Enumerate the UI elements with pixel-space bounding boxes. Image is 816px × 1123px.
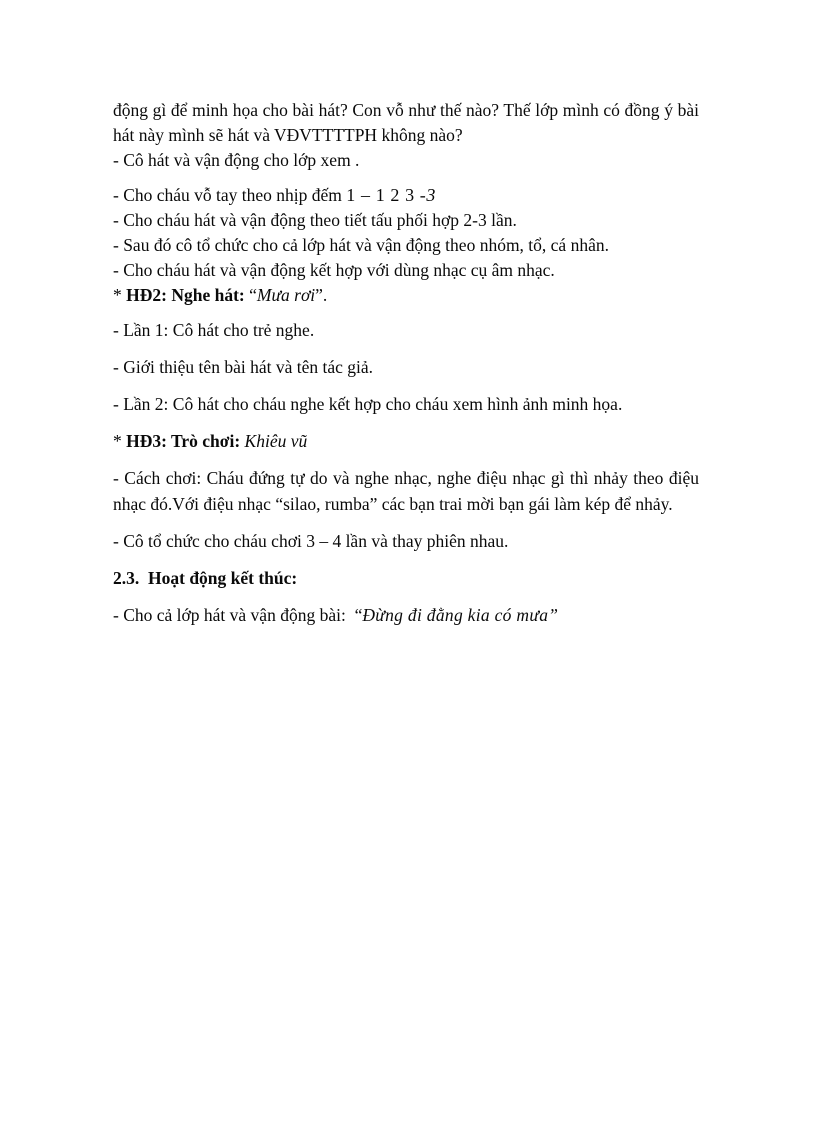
closing-song-title: Đừng đi đằng kia có mưa	[362, 605, 549, 625]
heading-hd2-nghe-hat	[113, 283, 699, 308]
document-body	[113, 98, 699, 628]
line-nhom-to-ca-nhan: - Sau đó cô tổ chức cho cả lớp hát và vận động theo nhóm, tổ, cá nhân.	[113, 235, 609, 255]
spacer	[113, 343, 699, 354]
line-nhac-cu-am-nhac: - Cho cháu hát và vận động kết hợp với dùng nhạc cụ âm nhạc.	[113, 260, 555, 280]
line-vo-tay-text: - Cho cháu vỗ tay theo nhịp đếm	[113, 185, 342, 205]
spacer	[113, 308, 699, 317]
spacer	[113, 591, 699, 602]
section-title: Hoạt động kết thúc:	[148, 568, 298, 588]
spacer	[113, 554, 699, 565]
closing-quote-open: “	[354, 605, 363, 625]
rhythm-symbol-three: 3	[426, 185, 437, 205]
line-lan-1: - Lần 1: Cô hát cho trẻ nghe.	[113, 320, 315, 340]
line-tiet-tau-phoi-hop: - Cho cháu hát và vận động theo tiết tấu phối hợp 2-3 lần.	[113, 210, 517, 230]
hd3-label: HĐ3: Trò chơi:	[126, 431, 241, 451]
section-number: 2.3.	[113, 568, 140, 588]
heading-hd3-tro-choi	[113, 428, 699, 454]
paragraph-cach-choi: - Cách chơi: Cháu đứng tự do và nghe nhạc, nghe điệu nhạc gì thì nhảy theo điệu nhạc đó.Với điệu nhạc “silao, rumba” các bạn trai mời bạn gái làm kép để nhảy.	[113, 468, 699, 514]
hd2-bullet-marker: *	[113, 285, 122, 305]
line-co-hat-van-dong: - Cô hát và vận động cho lớp xem .	[113, 150, 360, 170]
hd2-label: HĐ2: Nghe hát:	[126, 285, 245, 305]
heading-section-2-3	[113, 565, 699, 591]
hd2-song-title: Mưa rơi	[256, 285, 316, 305]
closing-quote-close: ”	[548, 605, 559, 625]
line-to-chuc-choi: - Cô tổ chức cho cháu chơi 3 – 4 lần và thay phiên nhau.	[113, 531, 509, 551]
spacer	[113, 173, 699, 182]
hd2-quote-open: “	[249, 285, 257, 305]
spacer	[113, 454, 699, 465]
spacer	[113, 517, 699, 528]
spacer	[113, 380, 699, 391]
hd3-bullet-marker: *	[113, 431, 122, 451]
line-vo-tay-nhip-dem	[113, 182, 699, 208]
hd3-game-name: Khiêu vũ	[244, 431, 308, 451]
spacer	[113, 417, 699, 428]
line-closing-song	[113, 602, 699, 628]
line-lan-2: - Lần 2: Cô hát cho cháu nghe kết hợp cho cháu xem hình ảnh minh họa.	[113, 394, 623, 414]
hd2-quote-close: ”.	[315, 285, 328, 305]
paragraph-opening: động gì để minh họa cho bài hát? Con vỗ như thế nào? Thế lớp mình có đồng ý bài hát này mình sẽ hát và VĐVTTTTPH không nào?	[113, 100, 699, 145]
rhythm-count: 1 – 1 2 3 -	[346, 185, 427, 205]
closing-prefix-text: - Cho cả lớp hát và vận động bài:	[113, 605, 346, 625]
line-gioi-thieu-tac-gia: - Giới thiệu tên bài hát và tên tác giả.	[113, 357, 373, 377]
